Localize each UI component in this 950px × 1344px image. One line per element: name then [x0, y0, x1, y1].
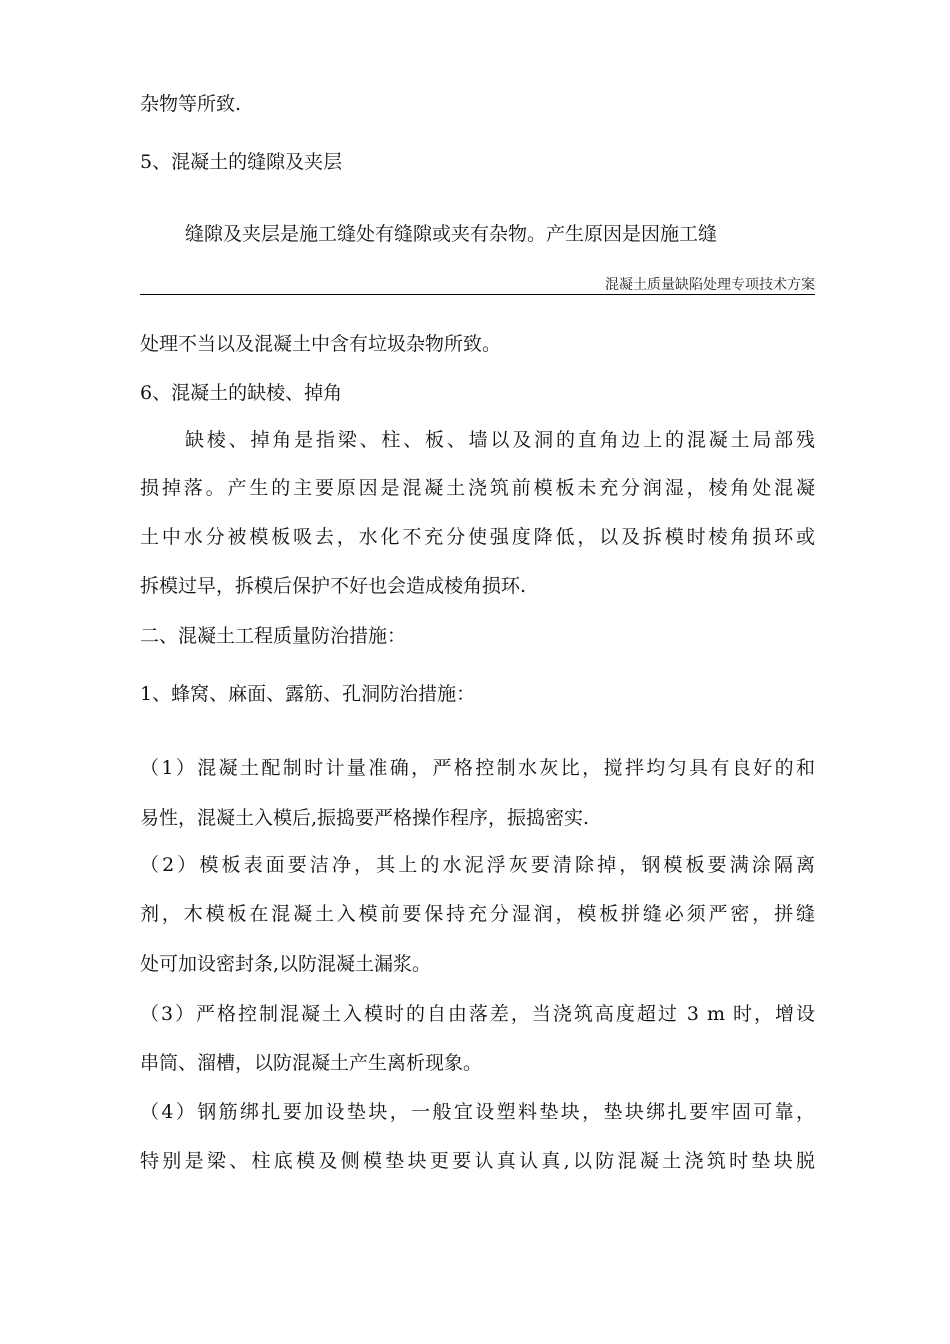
section-2-heading: 二、混凝土工程质量防治措施： — [140, 625, 407, 647]
running-header: 混凝土质量缺陷处理专项技术方案 — [605, 277, 815, 293]
item-2-line-3: 处可加设密封条,以防混凝土漏浆。 — [140, 953, 432, 975]
paragraph-6-line-1: 缺棱、掉角是指梁、柱、板、墙以及洞的直角边上的混凝土局部残 — [185, 429, 815, 451]
paragraph-6-line-3: 土中水分被模板吸去，水化不充分使强度降低，以及拆模时棱角损环或 — [140, 526, 815, 548]
continuation-text: 杂物等所致. — [140, 93, 242, 115]
item-3-line-1: （3）严格控制混凝土入模时的自由落差，当浇筑高度超过 3 m 时，增设 — [140, 1003, 815, 1025]
paragraph-5-line-1: 缝隙及夹层是施工缝处有缝隙或夹有杂物。产生原因是因施工缝 — [185, 223, 718, 245]
paragraph-6-line-2: 损掉落。产生的主要原因是混凝土浇筑前模板未充分润湿，棱角处混凝 — [140, 477, 815, 499]
heading-2-1: 1、蜂窝、麻面、露筋、孔洞防治措施： — [140, 683, 476, 705]
paragraph-6-line-4: 拆模过早，拆模后保护不好也会造成棱角损环. — [140, 575, 527, 597]
item-4-line-2: 特别是梁、柱底模及侧模垫块更要认真认真,以防混凝土浇筑时垫块脱 — [140, 1150, 815, 1172]
item-4-line-1: （4）钢筋绑扎要加设垫块，一般宜设塑料垫块，垫块绑扎要牢固可靠， — [140, 1101, 815, 1123]
item-2-line-2: 剂，木模板在混凝土入模前要保持充分湿润，模板拼缝必须严密，拼缝 — [140, 903, 815, 925]
item-3-line-2: 串筒、溜槽，以防混凝土产生离析现象。 — [140, 1052, 483, 1074]
heading-6: 6、混凝土的缺棱、掉角 — [140, 382, 343, 404]
item-1-line-2: 易性，混凝土入模后,振捣要严格操作程序，振捣密实. — [140, 807, 590, 829]
item-2-line-1: （2）模板表面要洁净，其上的水泥浮灰要清除掉，钢模板要满涂隔离 — [140, 854, 815, 876]
header-rule — [140, 294, 815, 295]
item-1-line-1: （1）混凝土配制时计量准确，严格控制水灰比，搅拌均匀具有良好的和 — [140, 757, 815, 779]
paragraph-5-line-2: 处理不当以及混凝土中含有垃圾杂物所致。 — [140, 333, 502, 355]
heading-5: 5、混凝土的缝隙及夹层 — [140, 151, 343, 173]
